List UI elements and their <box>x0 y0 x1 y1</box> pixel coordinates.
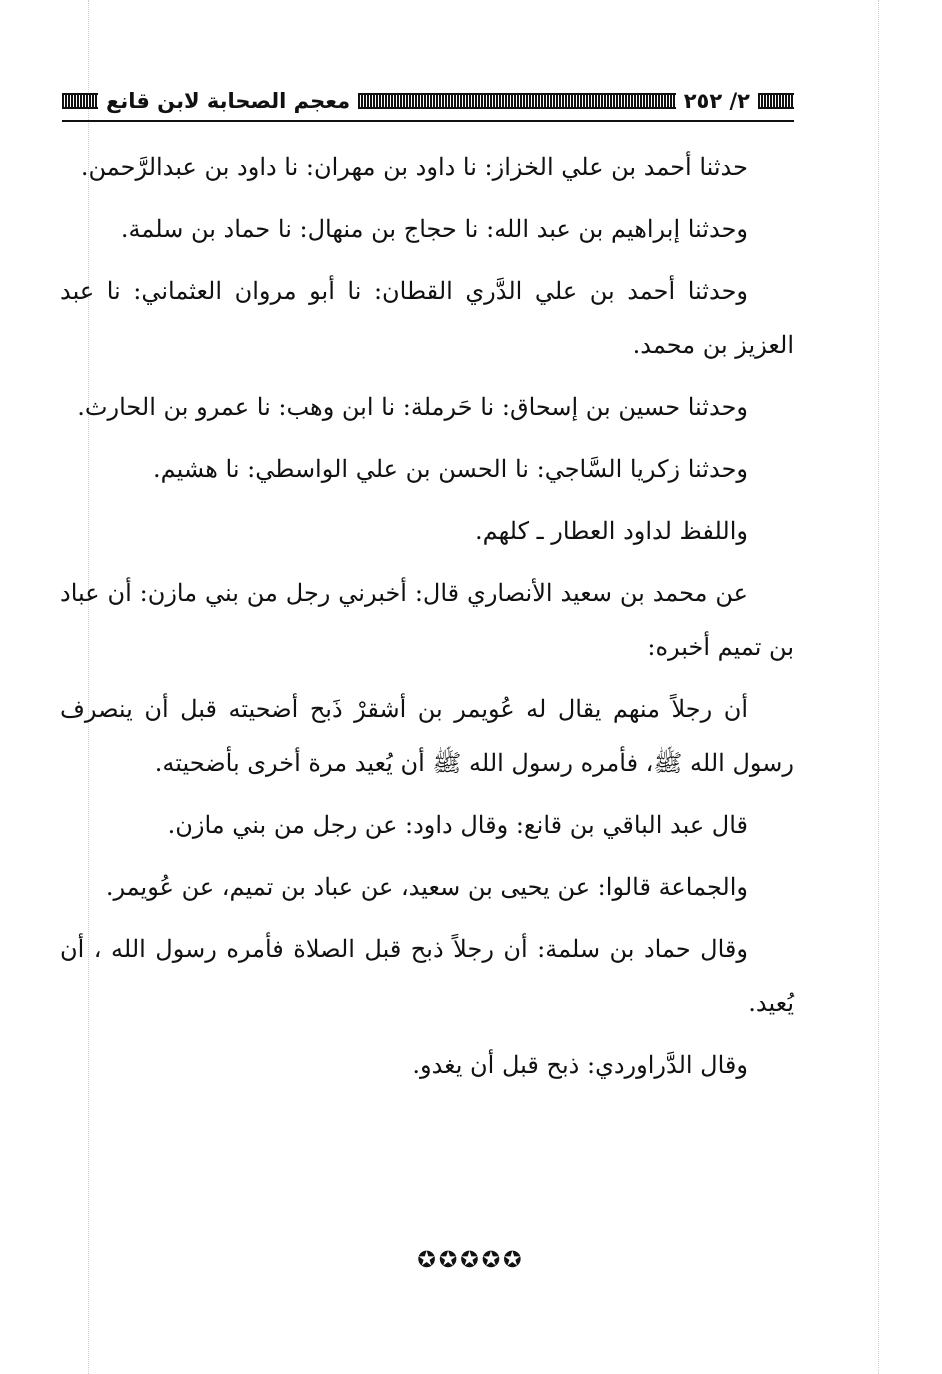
paragraph: عن محمد بن سعيد الأنصاري قال: أخبرني رجل من بني مازن: أن عباد بن تميم أخبره: <box>60 579 794 661</box>
paragraph: حدثنا أحمد بن علي الخزاز: نا داود بن مهران: نا داود بن عبدالرَّحمن. <box>80 153 748 181</box>
paragraph: وحدثنا أحمد بن علي الدَّري القطان: نا أبو مروان العثماني: نا عبد العزيز بن محمد. <box>60 277 794 359</box>
header-ornament-middle <box>358 93 676 109</box>
book-title: معجم الصحابة لابن قانع <box>106 89 351 113</box>
scan-guide-right <box>878 0 879 1374</box>
header-ornament-right <box>758 93 794 109</box>
paragraph: والجماعة قالوا: عن يحيى بن سعيد، عن عباد بن تميم، عن عُويمر. <box>105 873 748 901</box>
paragraph: أن رجلاً منهم يقال له عُويمر بن أشقرْ ذَبح أضحيته قبل أن ينصرف رسول الله ﷺ، فأمره رسول الله ﷺ أن يُعيد مرة أخرى بأضحيته. <box>60 695 794 777</box>
paragraph: وقال حماد بن سلمة: أن رجلاً ذبح قبل الصلاة فأمره رسول الله ، أن يُعيد. <box>60 935 794 1017</box>
paragraph: وحدثنا زكريا السَّاجي: نا الحسن بن علي الواسطي: نا هشيم. <box>153 455 748 483</box>
paragraph: وقال الدَّراوردي: ذبح قبل أن يغدو. <box>412 1051 748 1079</box>
running-header <box>62 86 794 116</box>
paragraph: واللفظ لداود العطار ـ كلهم. <box>474 517 748 545</box>
paragraph: قال عبد الباقي بن قانع: وقال داود: عن رجل من بني مازن. <box>167 811 748 839</box>
header-rule <box>62 120 794 122</box>
header-ornament-left <box>62 93 98 109</box>
hadith-text <box>60 140 794 1100</box>
section-end-ornament: ✪✪✪✪✪ <box>417 1248 525 1273</box>
paragraph: وحدثنا حسين بن إسحاق: نا حَرملة: نا ابن وهب: نا عمرو بن الحارث. <box>77 393 748 421</box>
page-number: ٢/ ٢٥٢ <box>683 89 750 113</box>
paragraph: وحدثنا إبراهيم بن عبد الله: نا حجاج بن منهال: نا حماد بن سلمة. <box>120 215 748 243</box>
